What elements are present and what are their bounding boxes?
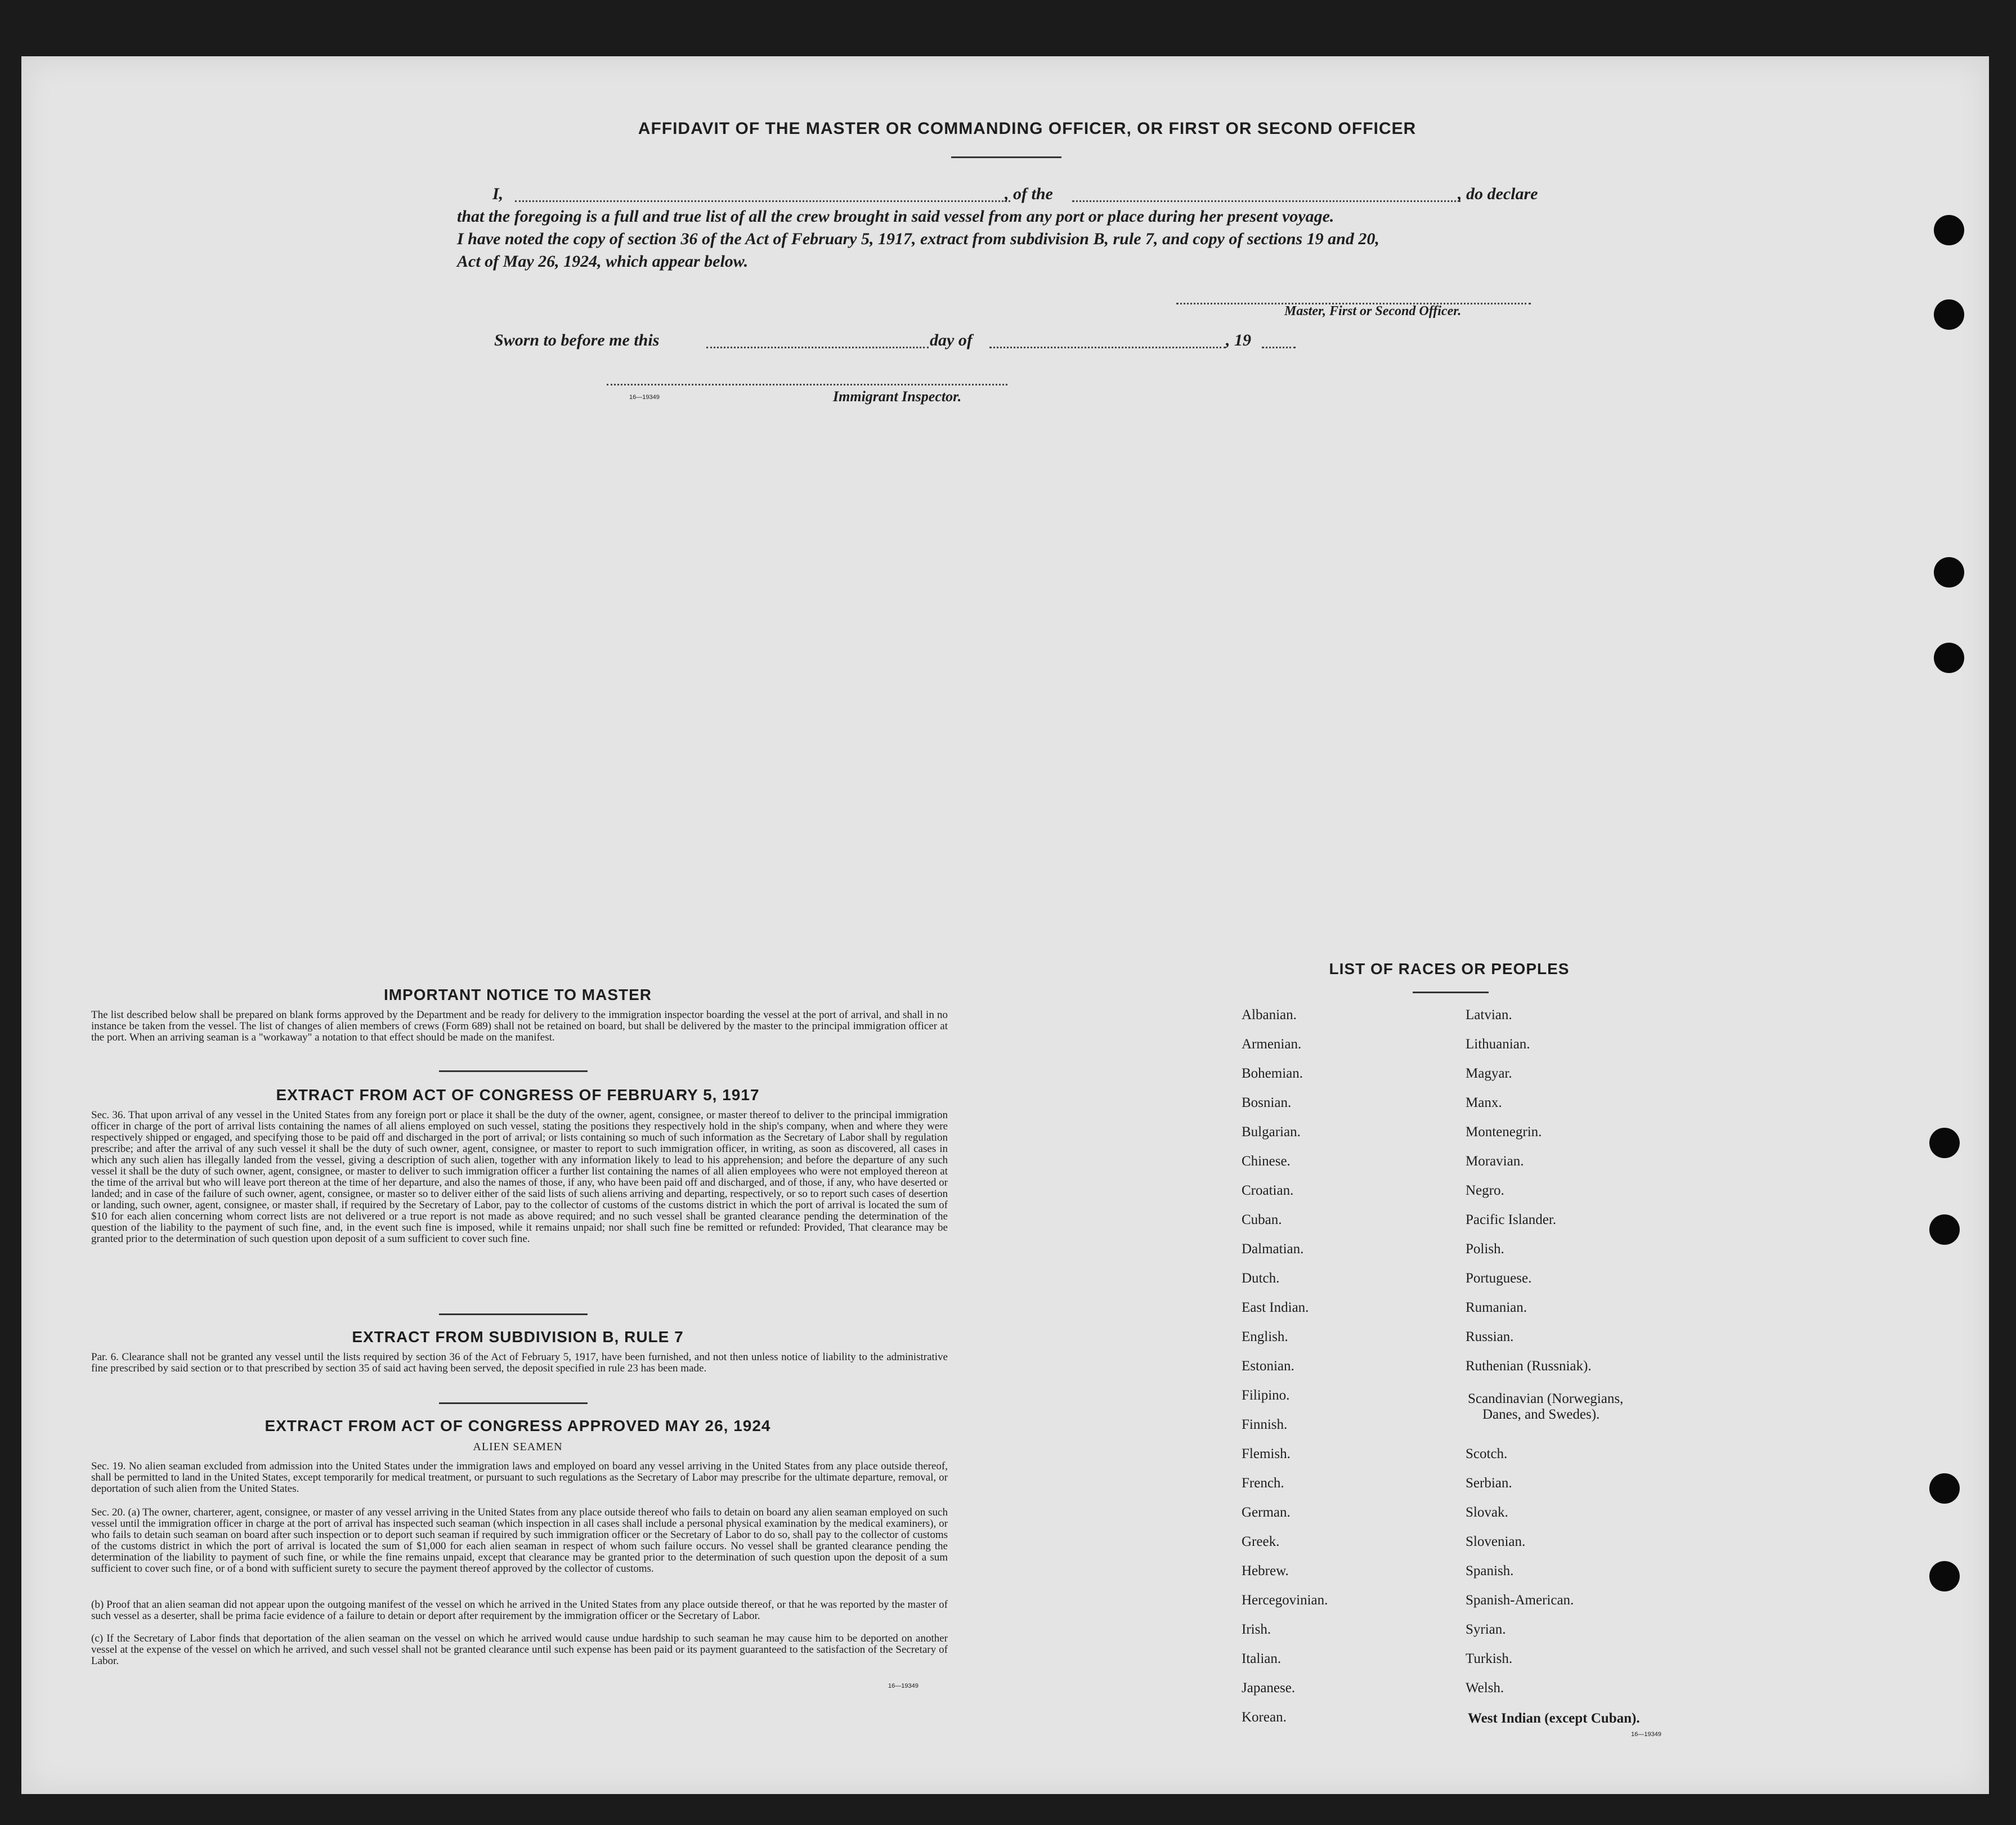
punch-hole xyxy=(1929,1128,1960,1158)
punch-hole xyxy=(1929,1214,1960,1245)
sworn-day-blank[interactable] xyxy=(706,347,929,348)
race-col1-item: French. xyxy=(1242,1476,1284,1491)
race-col2-item: Scandinavian (Norwegians, xyxy=(1468,1391,1624,1406)
sec-19-body: Sec. 19. No alien seaman excluded from admission into the United States under the immigration laws and employed on board any vessel arriving in the United States from any place outside thereof, shall be permitted to land in the United States, except temporarily for medical treatment, or pursuant to such regulations as the Secretary of Labor may prescribe for the ultimate departure, removal, or deportation of such alien from the United States. xyxy=(91,1460,948,1495)
divider-3 xyxy=(439,1402,588,1404)
race-col1-item: Bosnian. xyxy=(1242,1095,1292,1110)
name-blank[interactable] xyxy=(515,200,1010,202)
race-col2-item: Serbian. xyxy=(1466,1476,1512,1491)
race-col1-item: Bulgarian. xyxy=(1242,1124,1301,1140)
race-col1-item: English. xyxy=(1242,1329,1288,1344)
form-number-right: 16—19349 xyxy=(1631,1731,1661,1738)
race-col2-item: Magyar. xyxy=(1466,1066,1512,1081)
race-col1-item: Dalmatian. xyxy=(1242,1241,1304,1257)
master-signature-caption: Master, First or Second Officer. xyxy=(1284,304,1462,319)
race-col2-item: Ruthenian (Russniak). xyxy=(1466,1358,1592,1374)
race-col1-item: Croatian. xyxy=(1242,1183,1294,1198)
race-col1-item: Flemish. xyxy=(1242,1446,1291,1461)
alien-seamen-subtitle: ALIEN SEAMEN xyxy=(473,1441,563,1453)
punch-hole xyxy=(1934,557,1964,588)
race-col2-item: Rumanian. xyxy=(1466,1300,1527,1315)
of-the-label: , of the xyxy=(1005,185,1053,203)
punch-hole xyxy=(1934,299,1964,330)
race-col1-item: Armenian. xyxy=(1242,1037,1302,1052)
affidavit-line-2: that the foregoing is a full and true list of all the crew brought in said vessel from any port or place during her present voyage. xyxy=(457,207,1334,226)
punch-hole xyxy=(1929,1561,1960,1591)
punch-hole xyxy=(1929,1473,1960,1504)
year-blank[interactable] xyxy=(1262,347,1296,348)
race-col2-item: Polish. xyxy=(1466,1241,1504,1257)
punch-hole xyxy=(1934,643,1964,673)
sec-20c-body: (c) If the Secretary of Labor finds that deportation of the alien seaman on the vessel on which he arrived would cause undue hardship to such seaman he may cause him to be deported on another vessel at the expense of the vessel on which he arrived, and such vessel shall not be granted clearance until such expense has been paid or its payment guaranteed to the satisfaction of the Secretary of Labor. xyxy=(91,1633,948,1667)
race-col1-item: Greek. xyxy=(1242,1534,1280,1549)
rule7-title: EXTRACT FROM SUBDIVISION B, RULE 7 xyxy=(352,1328,684,1346)
race-col2-item: Spanish-American. xyxy=(1466,1593,1574,1608)
race-col1-item: Bohemian. xyxy=(1242,1066,1303,1081)
race-col2-item: Latvian. xyxy=(1466,1007,1512,1023)
sworn-label: Sworn to before me this xyxy=(494,331,660,349)
extract-1924-title: EXTRACT FROM ACT OF CONGRESS APPROVED MAY 26, 1924 xyxy=(265,1417,771,1434)
race-col2-item: West Indian (except Cuban). xyxy=(1468,1711,1640,1726)
race-col2-item: Scotch. xyxy=(1466,1446,1508,1461)
day-of-label: day of xyxy=(930,331,973,349)
year-label: , 19 xyxy=(1226,331,1251,349)
race-col1-item: Estonian. xyxy=(1242,1358,1294,1374)
title-underline xyxy=(951,156,1061,158)
divider-2 xyxy=(439,1313,588,1315)
vessel-blank[interactable] xyxy=(1072,200,1461,202)
race-col1-item: Korean. xyxy=(1242,1710,1287,1725)
extract-1917-body: Sec. 36. That upon arrival of any vessel in the United States from any foreign port or place it shall be the duty of the owner, agent, consignee, or master thereof to deliver to the principal immigration officer in charge of the port of arrival lists containing the names of all aliens employed on such vessel, stating the positions they respectively hold in the ship's company, when and where they were respectively shipped or engaged, and specifying those to be paid off and discharged in the port of arrival; or lists containing so much of such information as the Secretary of Labor shall by regulation prescribe; and after the arrival of any such vessel it shall be the duty of such owner, agent, consignee, or master to report to such immigration officer, in writing, as soon as discovered, all cases in which any such alien has illegally landed from the vessel, giving a description of such alien, together with any information likely to lead to his apprehension; and before the departure of any such vessel it shall be the duty of such owner, agent, consignee, or master to deliver to such immigration officer a further list containing the names of all alien employees who were not employed thereon at the time of the arrival but who will leave port thereon at the time of her departure, and also the names of those, if any, who have been paid off and discharged, and of those, if any, who have deserted or landed; and in case of the failure of such owner, agent, consignee, or master so to deliver either of the said lists of such aliens arriving and departing, respectively, or so to report such cases of desertion or landing, such owner, agent, consignee, or master shall, if required by the Secretary of Labor, pay to the collector of customs of the customs district in which the port of arrival is located the sum of $10 for each alien concerning whom correct lists are not delivered or a true report is not made as above required; and no such vessel shall be granted clearance pending the determination of the question of the liability to the payment of such fine, and, in the event such fine is imposed, while it remains unpaid; nor shall such fine be remitted or refunded: Provided, That clearance may be granted prior to the determination of such question upon deposit of a sum sufficient to cover such fine. xyxy=(91,1109,948,1245)
form-number-left: 16—19349 xyxy=(888,1683,919,1689)
race-col2-item: Welsh. xyxy=(1466,1680,1504,1696)
sec-20a-body: Sec. 20. (a) The owner, charterer, agent, consignee, or master of any vessel arriving in the United States from any place outside thereof who fails to detain on board any alien seaman employed on such vessel until the immigration officer in charge at the port of arrival has inspected such seaman (which inspection in all cases shall include a personal physical examination by the medical examiners), or who fails to detain such seaman on board after such inspection or to deport such seaman if required by such immigration officer or the Secretary of Labor to do so, shall pay to the collector of customs of the customs district in which the port of arrival is located the sum of $1,000 for each alien seaman in respect of whom such failure occurs. No vessel shall be granted clearance pending the determination of the liability to payment of such fine, or while the fine remains unpaid, except that clearance may be granted prior to the determination of such question upon the deposit of a sum sufficient to cover such fine, or of a bond with sufficient surety to secure the payment thereof approved by the collector of customs. xyxy=(91,1506,948,1575)
race-col2-item: Pacific Islander. xyxy=(1466,1212,1557,1227)
sworn-month-blank[interactable] xyxy=(989,347,1226,348)
affidavit-line-4: Act of May 26, 1924, which appear below. xyxy=(457,252,749,271)
race-col2-item: Russian. xyxy=(1466,1329,1514,1344)
race-col1-item: Cuban. xyxy=(1242,1212,1282,1227)
race-col2-item: Slovak. xyxy=(1466,1505,1508,1520)
race-col1-item: Irish. xyxy=(1242,1622,1271,1637)
affidavit-title: AFFIDAVIT OF THE MASTER OR COMMANDING OFFICER, OR FIRST OR SECOND OFFICER xyxy=(638,119,1417,138)
do-declare-label: , do declare xyxy=(1458,185,1538,203)
race-col2-item: Moravian. xyxy=(1466,1154,1524,1169)
race-col1-item: Italian. xyxy=(1242,1651,1282,1666)
race-col1-item: Chinese. xyxy=(1242,1154,1291,1169)
race-col1-item: Japanese. xyxy=(1242,1680,1296,1696)
rule7-body: Par. 6. Clearance shall not be granted any vessel until the lists required by section 36 of the Act of February 5, 1917, have been furnished, and not then unless notice of liability to the administrative fine prescribed by said section or to that prescribed by section 35 of said act having been served, the deposit specified in rule 23 has been made. xyxy=(91,1351,948,1374)
races-underline xyxy=(1413,992,1489,993)
race-col2-item: Negro. xyxy=(1466,1183,1504,1198)
notice-title: IMPORTANT NOTICE TO MASTER xyxy=(383,986,652,1003)
race-col1-item: East Indian. xyxy=(1242,1300,1309,1315)
punch-hole xyxy=(1934,215,1964,245)
race-col1-item: German. xyxy=(1242,1505,1291,1520)
form-number-top: 16—19349 xyxy=(629,394,660,401)
race-col2-item: Montenegrin. xyxy=(1466,1124,1542,1140)
race-col1-item: Albanian. xyxy=(1242,1007,1297,1023)
sec-20b-body: (b) Proof that an alien seaman did not appear upon the outgoing manifest of the vessel on which he arrived in the United States from any place outside thereof, or that he was reported by the master of such vessel as a deserter, shall be prima facie evidence of a failure to detain or deport after requirement by the immigration officer or the Secretary of Labor. xyxy=(91,1599,948,1622)
race-col2-item: Slovenian. xyxy=(1466,1534,1526,1549)
affidavit-line-3: I have noted the copy of section 36 of the Act of February 5, 1917, extract from subdivision B, rule 7, and copy of sections 19 and 20, xyxy=(457,230,1379,248)
race-col1-item: Hebrew. xyxy=(1242,1563,1289,1579)
race-col2-item: Spanish. xyxy=(1466,1563,1514,1579)
i-label: I, xyxy=(492,185,504,203)
race-col1-item: Dutch. xyxy=(1242,1271,1280,1286)
race-col2-item: Turkish. xyxy=(1466,1651,1513,1666)
race-col1-item: Filipino. xyxy=(1242,1388,1290,1403)
inspector-signature-line[interactable] xyxy=(607,384,1007,385)
extract-1917-title: EXTRACT FROM ACT OF CONGRESS OF FEBRUARY 5, 1917 xyxy=(276,1086,760,1104)
race-col2-item: Portuguese. xyxy=(1466,1271,1532,1286)
race-col2-item: Syrian. xyxy=(1466,1622,1506,1637)
race-col1-item: Finnish. xyxy=(1242,1417,1288,1432)
notice-body: The list described below shall be prepared on blank forms approved by the Department and be ready for delivery to the immigration inspector boarding the vessel at the port of arrival, and shall in no instance be taken from the vessel. The list of changes of alien members of crews (Form 689) shall not be retained on board, but shall be delivered by the master to the principal immigration officer at the port. When an arriving seaman is a "workaway" a notation to that effect should be made on the manifest. xyxy=(91,1009,948,1043)
race-col1-item: Hercegovinian. xyxy=(1242,1593,1328,1608)
inspector-caption: Immigrant Inspector. xyxy=(833,388,962,405)
race-col2-item-continued: Danes, and Swedes). xyxy=(1482,1407,1600,1422)
races-title: LIST OF RACES OR PEOPLES xyxy=(1329,960,1570,977)
race-col2-item: Manx. xyxy=(1466,1095,1502,1110)
divider-1 xyxy=(439,1070,588,1072)
race-col2-item: Lithuanian. xyxy=(1466,1037,1530,1052)
